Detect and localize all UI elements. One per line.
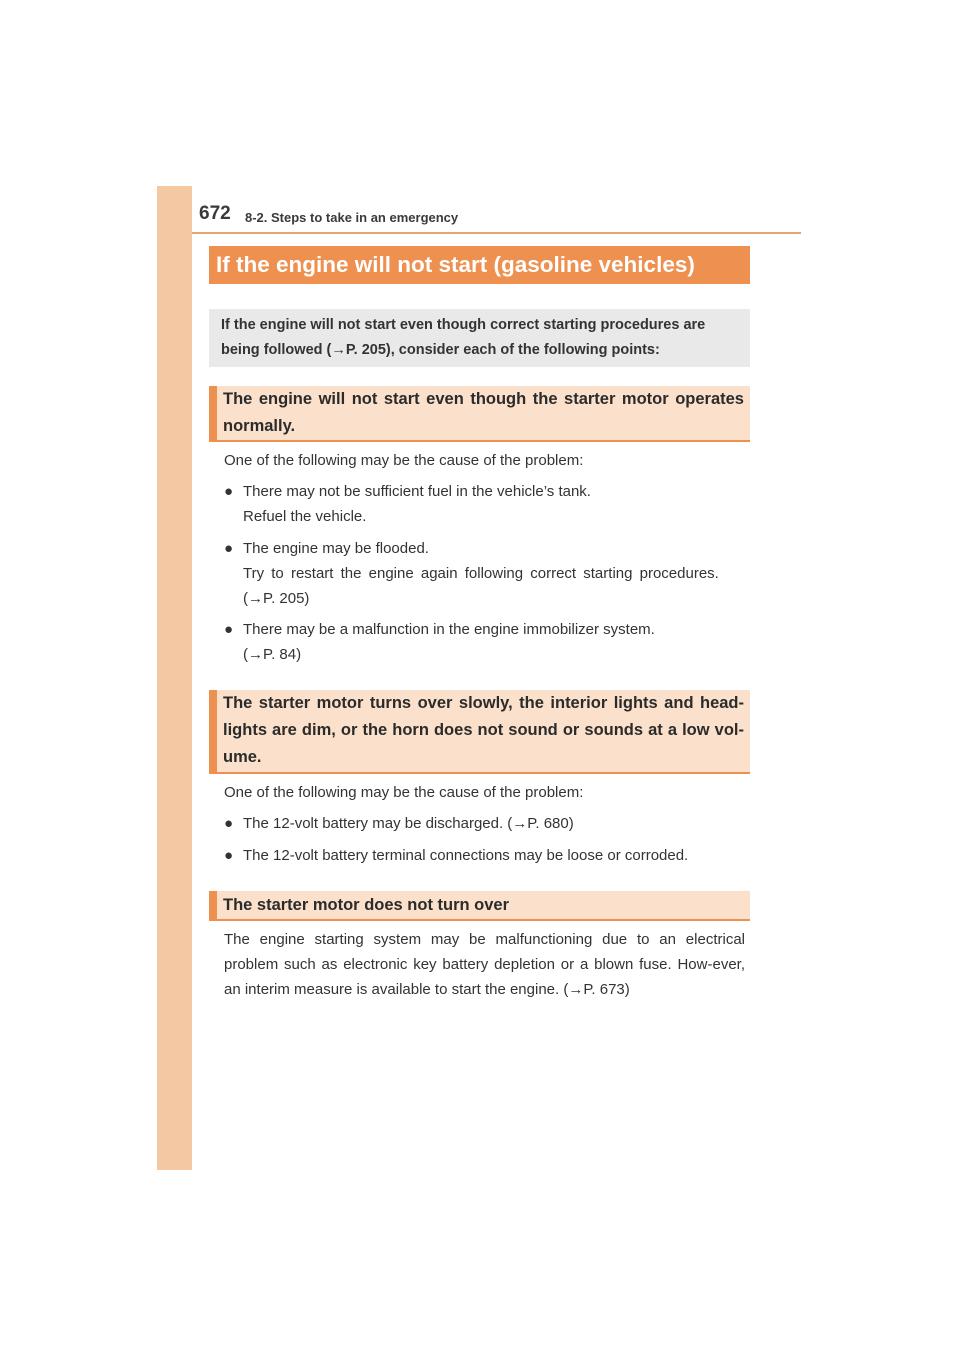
bullet-text: The 12-volt battery may be discharged. (→P. 680) <box>243 815 574 832</box>
bullet-item-flooded <box>224 536 746 611</box>
bullet-text: The engine may be flooded. <box>243 540 429 557</box>
intro-box: If the engine will not start even though correct starting procedures are being followed (→P. 205), consider each of the following points: <box>209 309 750 367</box>
bullet-item-fuel <box>224 479 746 529</box>
bullet-icon: ● <box>224 847 234 864</box>
subheading-text: The starter motor does not turn over <box>223 895 510 914</box>
page-reference-link[interactable]: (→P. 84) <box>243 646 302 663</box>
page-number: 672 <box>199 203 231 224</box>
bullet-text: The 12-volt battery terminal connections may be loose or corroded. <box>243 847 689 864</box>
bullet-text: Refuel the vehicle. <box>243 508 367 525</box>
page-title: If the engine will not start (gasoline vehicles) <box>216 252 695 277</box>
bullet-text: There may not be sufficient fuel in the vehicle’s tank. <box>243 483 591 500</box>
subheading-starter-no-turn <box>209 891 750 921</box>
bullet-icon: ● <box>224 621 234 638</box>
subheading-starter-operates-normally <box>209 386 750 442</box>
bullet-icon: ● <box>224 540 234 557</box>
bullet-text: Try to restart the engine again following correct starting procedures. <box>243 565 719 582</box>
chapter-section-title: 8-2. Steps to take in an emergency <box>245 210 459 225</box>
side-tab-strip <box>157 186 192 1170</box>
section-3-body: The engine starting system may be malfunctioning due to an electrical problem such as electronic key battery depletion or a blown fuse. How-ever, an interim measure is available to start the engine. (→P. 673) <box>224 931 745 998</box>
bullet-item-immobilizer <box>224 617 746 667</box>
subheading-starter-slow <box>209 690 750 774</box>
header-divider <box>192 232 801 234</box>
subheading-text: The engine will not start even though the starter motor operates normally. <box>223 390 744 435</box>
bullet-icon: ● <box>224 815 234 832</box>
section-2-lead: One of the following may be the cause of the problem: <box>224 784 584 801</box>
bullet-item-battery-terminals <box>224 843 746 868</box>
bullet-icon: ● <box>224 483 234 500</box>
page-reference-link[interactable]: (→P. 205) <box>243 590 310 607</box>
subheading-text: The starter motor turns over slowly, the interior lights and head-lights are dim, or the horn does not sound or sounds at a low vol-ume. <box>223 694 744 766</box>
page-title-bar <box>209 246 750 284</box>
bullet-text: There may be a malfunction in the engine immobilizer system. <box>243 621 655 638</box>
bullet-item-battery-discharged <box>224 811 746 836</box>
section-1-lead: One of the following may be the cause of the problem: <box>224 452 584 469</box>
